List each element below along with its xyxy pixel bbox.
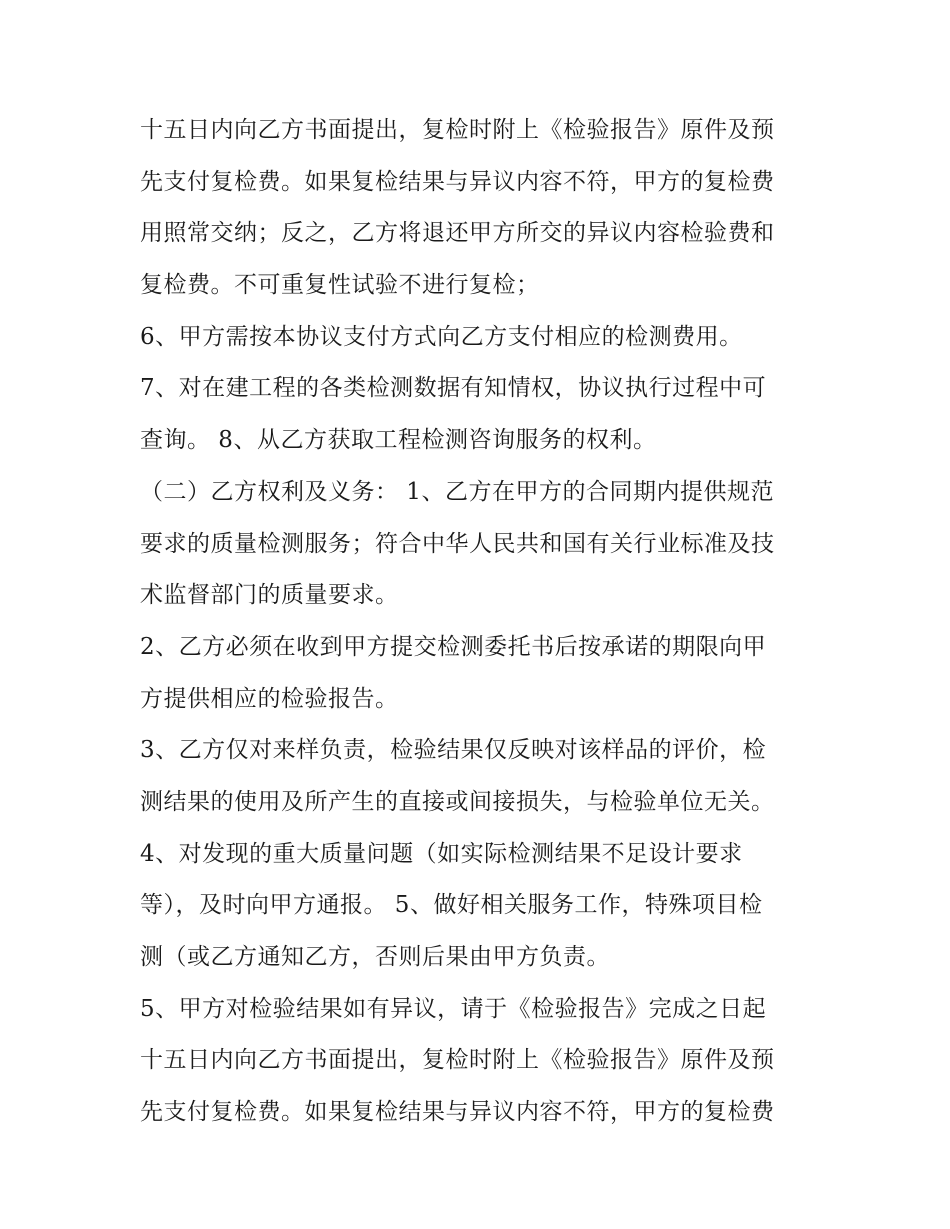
text-line: 术监督部门的质量要求。	[140, 582, 399, 609]
text-line: 十五日内向乙方书面提出，复检时附上《检验报告》原件及预	[140, 1047, 775, 1074]
text-line: 2、乙方必须在收到甲方提交检测委托书后按承诺的期限向甲	[140, 633, 767, 660]
text-line: 十五日内向乙方书面提出，复检时附上《检验报告》原件及预	[140, 117, 775, 143]
text-line: 测结果的使用及所产生的直接或间接损失，与检验单位无关。	[140, 788, 775, 815]
text-line: 查询。 8、从乙方获取工程检测咨询服务的权利。	[140, 427, 657, 454]
text-line: 5、甲方对检验结果如有异议，请于《检验报告》完成之日起	[140, 995, 767, 1022]
text-line: 6、甲方需按本协议支付方式向乙方支付相应的检测费用。	[140, 323, 743, 350]
text-line: 3、乙方仅对来样负责，检验结果仅反映对该样品的评价，检	[140, 737, 767, 764]
text-line: 7、对在建工程的各类检测数据有知情权，协议执行过程中可	[140, 375, 767, 402]
text-line: （二）乙方权利及义务： 1、乙方在甲方的合同期内提供规范	[140, 478, 774, 505]
text-line: 先支付复检费。如果复检结果与异议内容不符，甲方的复检费	[140, 1099, 775, 1126]
text-line: 4、对发现的重大质量问题（如实际检测结果不足设计要求	[140, 840, 743, 867]
text-line: 先支付复检费。如果复检结果与异议内容不符，甲方的复检费	[140, 168, 775, 195]
text-line: 用照常交纳；反之，乙方将退还甲方所交的异议内容检验费和	[140, 220, 775, 247]
document-body	[140, 105, 820, 1139]
text-line: 要求的质量检测服务；符合中华人民共和国有关行业标准及技	[140, 530, 775, 557]
text-line: 方提供相应的检验报告。	[140, 685, 399, 712]
text-line: 测（或乙方通知乙方，否则后果由甲方负责。	[140, 944, 610, 970]
text-line: 等），及时向甲方通报。 5、做好相关服务工作，特殊项目检	[140, 892, 763, 919]
text-line: 复检费。不可重复性试验不进行复检；	[140, 272, 540, 299]
